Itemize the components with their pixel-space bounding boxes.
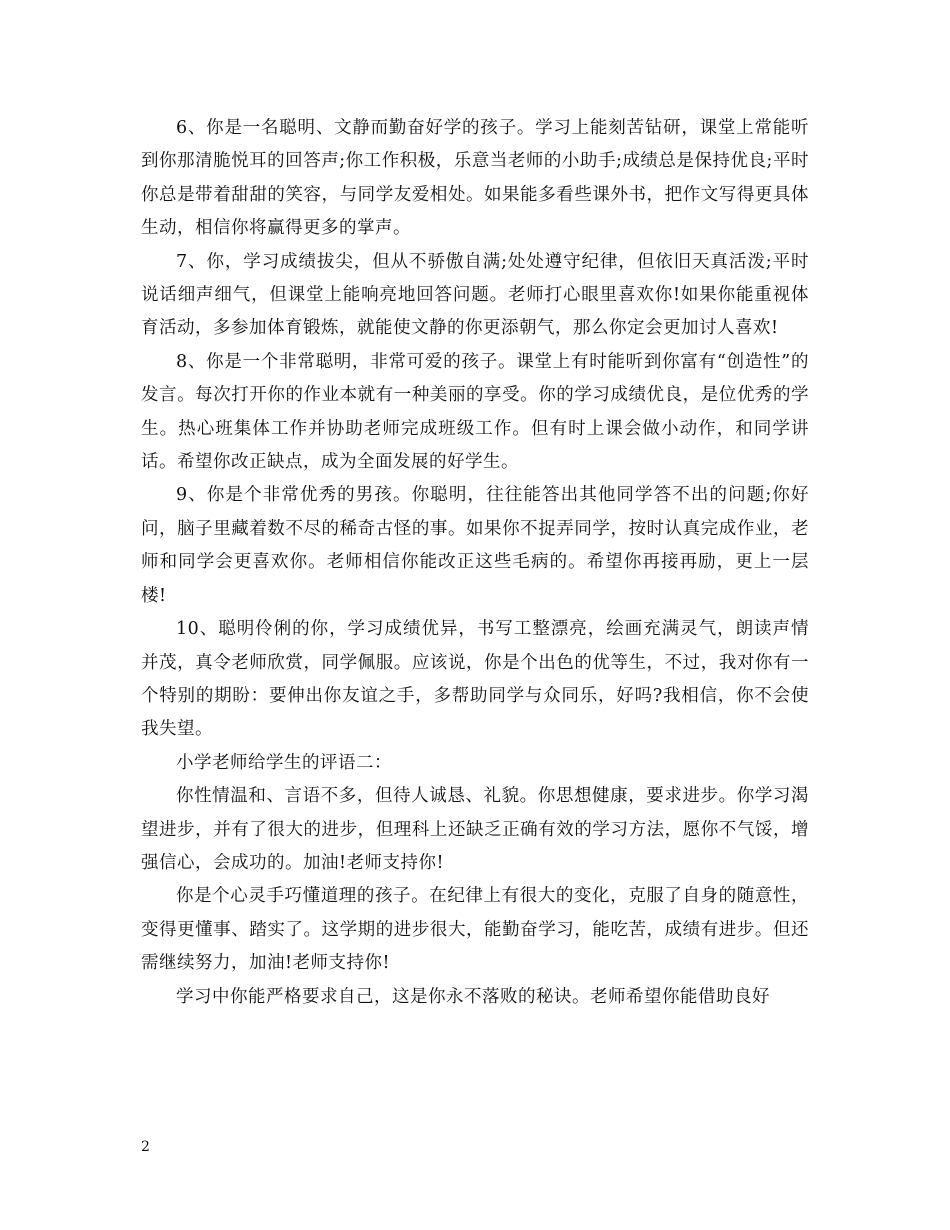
section-heading: 小学老师给学生的评语二：: [176, 752, 392, 773]
paragraph-comment-8: 8、你是一个非常聪明，非常可爱的孩子。课堂上有时能听到你富有“创造性”的发言。每次打开你的作业本就有一种美丽的享受。你的学习成绩优良，是位优秀的学生。热心班集体工作并协助老师完成班级工作。但有时上课会做小动作，和同学讲话。希望你改正缺点，成为全面发展的好学生。: [141, 351, 809, 473]
paragraph-comment-10: 10、聪明伶俐的你，学习成绩优异，书写工整漂亮，绘画充满灵气，朗读声情并茂，真令老师欣赏，同学佩服。应该说，你是个出色的优等生，不过，我对你有一个特别的期盼：要伸出你友谊之手，多帮助同学与众同乐，好吗?我相信，你不会使我失望。: [141, 619, 809, 740]
paragraph-comment-b: 你是个心灵手巧懂道理的孩子。在纪律上有很大的变化，克服了自身的随意性，变得更懂事、踏实了。这学期的进步很大，能勤奋学习，能吃苦，成绩有进步。但还需继续努力，加油!老师支持你!: [141, 886, 809, 974]
paragraph-comment-a: 你性情温和、言语不多，但待人诚恳、礼貌。你思想健康，要求进步。你学习渴望进步，并有了很大的进步，但理科上还缺乏正确有效的学习方法，愿你不气馁，增强信心，会成功的。加油!老师支持你!: [141, 786, 809, 873]
paragraph-comment-6: 6、你是一名聪明、文静而勤奋好学的孩子。学习上能刻苦钻研，课堂上常能听到你那清脆悦耳的回答声;你工作积极，乐意当老师的小助手;成绩总是保持优良;平时你总是带着甜甜的笑容，与同学友爱相处。如果能多看些课外书，把作文写得更具体生动，相信你将赢得更多的掌声。: [141, 118, 809, 239]
paragraph-comment-c: 学习中你能严格要求自己，这是你永不落败的秘诀。老师希望你能借助良好: [176, 986, 770, 1007]
document-body: [141, 112, 809, 1014]
paragraph-comment-7: 7、你，学习成绩拔尖，但从不骄傲自满;处处遵守纪律，但依旧天真活泼;平时说话细声细气，但课堂上能响亮地回答问题。老师打心眼里喜欢你!如果你能重视体育活动，多参加体育锻炼，就能使文静的你更添朝气，那么你定会更加讨人喜欢!: [141, 251, 809, 339]
page-number: 2: [141, 1139, 150, 1155]
paragraph-comment-9: 9、你是个非常优秀的男孩。你聪明，往往能答出其他同学答不出的问题;你好问，脑子里藏着数不尽的稀奇古怪的事。如果你不捉弄同学，按时认真完成作业，老师和同学会更喜欢你。老师相信你能改正这些毛病的。希望你再接再励，更上一层楼!: [141, 485, 809, 606]
